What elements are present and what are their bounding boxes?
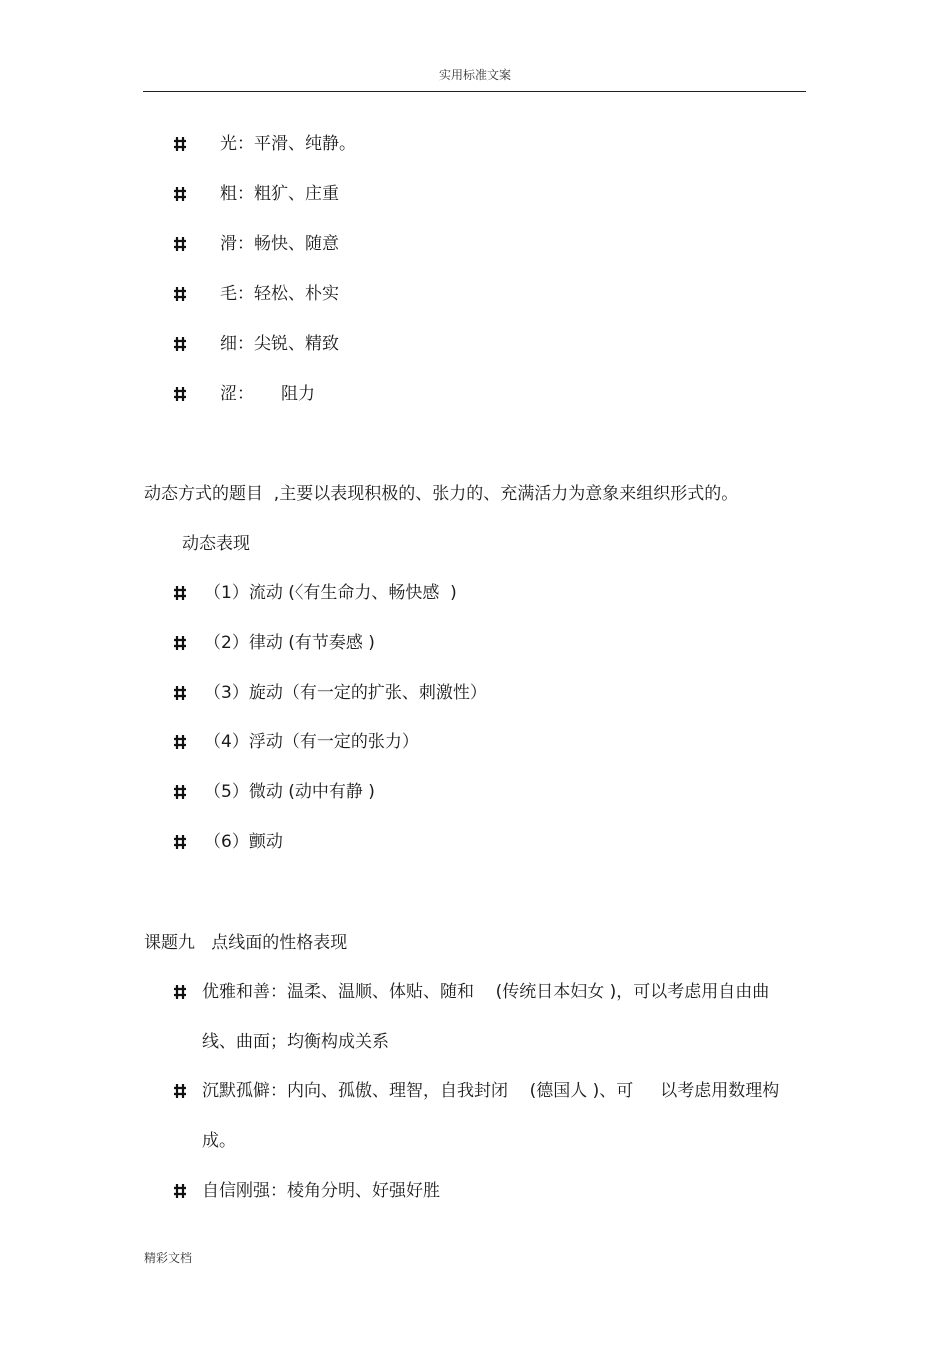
hash-bullet-icon — [173, 186, 187, 202]
hash-bullet-icon — [173, 286, 187, 302]
character-item-line2: 成。 — [202, 1131, 236, 1151]
character-item-line1: 沉默孤僻：内向、孤傲、理智，自我封闭 (德国人 )、可 以考虑用数理构 — [202, 1081, 780, 1101]
character-item-line1: 自信刚强：棱角分明、好强好胜 — [202, 1181, 440, 1201]
hash-bullet-icon — [173, 136, 187, 152]
section-title: 课题九 点线面的性格表现 — [144, 933, 348, 953]
hash-bullet-icon — [173, 585, 187, 601]
hash-bullet-icon — [173, 734, 187, 750]
texture-item: 滑：畅快、随意 — [220, 234, 339, 254]
hash-bullet-icon — [173, 784, 187, 800]
hash-bullet-icon — [173, 984, 187, 1000]
hash-bullet-icon — [173, 685, 187, 701]
hash-bullet-icon — [173, 635, 187, 651]
character-item-line1: 优雅和善：温柔、温顺、体贴、随和 (传统日本妇女 )，可以考虑用自由曲 — [202, 982, 770, 1002]
header-title: 实用标准文案 — [438, 68, 511, 82]
hash-bullet-icon — [173, 1083, 187, 1099]
hash-bullet-icon — [173, 236, 187, 252]
texture-item: 细：尖锐、精致 — [220, 334, 339, 354]
dynamic-heading: 动态表现 — [182, 534, 250, 554]
dynamic-item: （1）流动 (〈有生命力、畅快感 ) — [204, 583, 457, 603]
dynamic-item: （6）颤动 — [204, 832, 283, 852]
texture-item: 涩： 阻力 — [220, 384, 316, 404]
hash-bullet-icon — [173, 834, 187, 850]
texture-item: 毛：轻松、朴实 — [220, 284, 339, 304]
dynamic-intro-paragraph: 动态方式的题目 ,主要以表现积极的、张力的、充满活力为意象来组织形式的。 — [144, 484, 739, 504]
texture-item: 光：平滑、纯静。 — [220, 134, 356, 154]
texture-item: 粗：粗犷、庄重 — [220, 184, 339, 204]
dynamic-item: （4）浮动（有一定的张力） — [204, 732, 419, 752]
header-divider — [143, 91, 806, 92]
page-footer: 精彩文档 — [144, 1251, 193, 1265]
dynamic-item: （3）旋动（有一定的扩张、刺激性） — [204, 683, 487, 703]
dynamic-item: （2）律动 (有节奏感 ) — [204, 633, 375, 653]
character-item-line2: 线、曲面；均衡构成关系 — [202, 1032, 389, 1052]
hash-bullet-icon — [173, 386, 187, 402]
hash-bullet-icon — [173, 1183, 187, 1199]
dynamic-item: （5）微动 (动中有静 ) — [204, 782, 375, 802]
hash-bullet-icon — [173, 336, 187, 352]
